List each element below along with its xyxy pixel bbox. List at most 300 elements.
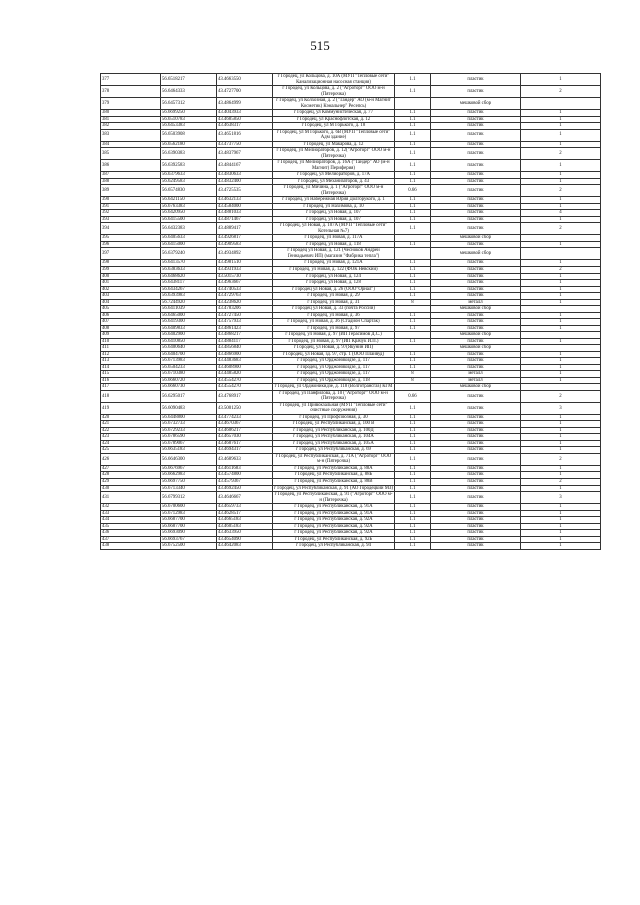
- latitude-cell: 56.6405633: [161, 235, 217, 242]
- latitude-cell: 56.6392583: [161, 160, 217, 172]
- row-number: 422: [101, 427, 161, 434]
- row-number: 417: [101, 384, 161, 391]
- material-cell: пластик: [431, 472, 521, 479]
- material-cell: пластик: [431, 110, 521, 117]
- row-number: 383: [101, 129, 161, 141]
- row-number: 390: [101, 197, 161, 204]
- address-cell: г Городец, ул Республиканская, д. 91 (АО Городецкий МЗ): [274, 485, 393, 491]
- address-cell: г Городец, ул Новая, д. 124: [273, 273, 395, 280]
- latitude-cell: 56.6438117: [161, 280, 217, 287]
- address-cell: г Городец, ул Орджоникидзе, д. 117: [273, 371, 395, 378]
- longitude-cell: 43.4727450: [217, 312, 273, 319]
- row-number: 384: [101, 141, 161, 148]
- longitude-cell: 43.4866900: [217, 351, 273, 358]
- longitude-cell: 43.4909583: [217, 241, 273, 248]
- volume-cell: 1.1: [395, 364, 431, 371]
- longitude-cell: 43.4554270: [217, 377, 273, 384]
- longitude-cell: 43.4830633: [217, 172, 273, 179]
- volume-cell: 1.1: [395, 223, 431, 235]
- row-number: 387: [101, 172, 161, 179]
- address-cell: г Городец, ул Механизаторов, д. 43: [273, 178, 395, 185]
- material-cell: пластик: [431, 148, 521, 160]
- material-cell: пластик: [431, 504, 521, 511]
- count-cell: 1: [521, 351, 601, 358]
- latitude-cell: 56.6457312: [161, 98, 217, 110]
- latitude-cell: 56.6687700: [161, 517, 217, 524]
- material-cell: пластик: [431, 536, 521, 543]
- row-number: 379: [101, 98, 161, 110]
- volume-cell: 1.1: [395, 536, 431, 543]
- latitude-cell: 56.6090483: [161, 402, 217, 414]
- count-cell: 1: [521, 299, 601, 306]
- row-number: 389: [101, 185, 161, 197]
- address-cell: г Городец, ул Республиканская, д. 91 ("Агроторг" ООО м-н (Пятерочка): [273, 492, 395, 504]
- address-cell: г Городец, ул Новая, д. 97 (ИП Крачук И.П.): [273, 338, 395, 345]
- longitude-cell: 43.5015730: [217, 273, 273, 280]
- material-cell: пластик: [431, 338, 521, 345]
- count-cell: 3: [521, 492, 601, 504]
- material-cell: мешковой сбор: [431, 98, 521, 110]
- row-number: 409: [101, 332, 161, 339]
- latitude-cell: 56.6379633: [161, 172, 217, 179]
- volume-cell: 8: [395, 371, 431, 378]
- address-cell: г Городец, ул Новая, д. 107: [273, 216, 395, 223]
- count-cell: 1: [521, 286, 601, 293]
- row-number: 386: [101, 160, 161, 172]
- latitude-cell: 56.6676967: [161, 465, 217, 472]
- count-cell: 1: [521, 203, 601, 210]
- material-cell: металл: [431, 377, 521, 384]
- latitude-cell: 56.6562180: [161, 141, 217, 148]
- longitude-cell: 43.4692450: [217, 485, 273, 492]
- volume-cell: 1.1: [395, 472, 431, 479]
- address-cell: г Городец, ул Республиканская, д. 88В: [273, 479, 395, 486]
- address-cell: г Городец, ул Новая, д. 31: [273, 299, 395, 306]
- count-cell: 1: [521, 178, 601, 185]
- latitude-cell: 56.6409833: [161, 325, 217, 332]
- latitude-cell: 56.6786590: [161, 434, 217, 441]
- material-cell: пластик: [431, 530, 521, 537]
- table-row: [101, 98, 601, 110]
- address-cell: г Городец, ул Республиканская, д. 88Б: [273, 472, 395, 479]
- longitude-cell: 43.4689633: [217, 453, 273, 465]
- volume-cell: 1.1: [395, 203, 431, 210]
- volume-cell: 0.66: [395, 390, 431, 402]
- latitude-cell: 56.6660730: [161, 384, 217, 391]
- latitude-cell: 56.6419300: [161, 319, 217, 326]
- count-cell: 4: [521, 210, 601, 217]
- latitude-cell: 56.6518217: [161, 74, 217, 86]
- material-cell: пластик: [431, 223, 521, 235]
- row-number: 404: [101, 299, 161, 306]
- material-cell: пластик: [431, 453, 521, 465]
- row-number: 438: [101, 543, 161, 550]
- count-cell: 1: [521, 358, 601, 365]
- material-cell: пластик: [431, 414, 521, 421]
- latitude-cell: 56.6404700: [161, 351, 217, 358]
- latitude-cell: 56.6295017: [161, 390, 217, 402]
- count-cell: 1: [521, 485, 601, 492]
- volume-cell: 1.1: [395, 116, 431, 123]
- material-cell: пластик: [431, 427, 521, 434]
- address-cell: г Городец, ул Мелиораторов, д. 12("Агроторг" ООО м-н (Пятерочка): [273, 148, 395, 160]
- address-cell: г Городец ул Новая, д. 33 (почта России): [273, 306, 395, 313]
- material-cell: пластик: [431, 325, 521, 332]
- table-row: [101, 185, 601, 197]
- longitude-cell: 43.4729763: [217, 293, 273, 300]
- count-cell: 1: [521, 504, 601, 511]
- material-cell: мешковой сбор: [431, 384, 521, 391]
- row-number: 428: [101, 472, 161, 479]
- volume-cell: 1.1: [395, 148, 431, 160]
- row-number: 434: [101, 517, 161, 524]
- address-cell: г Городец, ул Орджоникидзе, д. 117: [273, 358, 395, 365]
- longitude-cell: 43.4934892: [217, 248, 273, 260]
- table-row: [101, 160, 601, 172]
- address-cell: г Городец, ул Новая, зд. 97, стр. 1 (ООО Плайвуд): [273, 351, 395, 358]
- address-cell: г Городец, ул Республиканская, д. 100 В: [273, 421, 395, 428]
- count-cell: 1: [521, 312, 601, 319]
- volume-cell: 1.1: [395, 325, 431, 332]
- row-number: 437: [101, 536, 161, 543]
- row-number: 395: [101, 235, 161, 242]
- material-cell: пластик: [431, 129, 521, 141]
- row-number: 403: [101, 293, 161, 300]
- volume-cell: 1.1: [395, 172, 431, 179]
- material-cell: пластик: [431, 319, 521, 326]
- longitude-cell: 43.4633950: [217, 530, 273, 537]
- volume-cell: 0.66: [395, 185, 431, 197]
- row-number: 405: [101, 306, 161, 313]
- material-cell: пластик: [431, 266, 521, 273]
- longitude-cell: 43.4757933: [217, 319, 273, 326]
- latitude-cell: 56.6504233: [161, 364, 217, 371]
- address-cell: г Городец, ул Новая, д. 117А: [273, 235, 395, 242]
- longitude-cell: 43.4783206: [217, 306, 273, 313]
- table-row: [101, 543, 601, 550]
- latitude-cell: 56.6464333: [161, 86, 217, 98]
- volume-cell: 1.1: [395, 123, 431, 130]
- material-cell: пластик: [431, 364, 521, 371]
- count-cell: 1: [521, 543, 601, 550]
- row-number: 401: [101, 280, 161, 287]
- longitude-cell: 43.4871467: [217, 216, 273, 223]
- table-row: [101, 248, 601, 260]
- row-number: 415: [101, 371, 161, 378]
- latitude-cell: 56.6713983: [161, 358, 217, 365]
- address-cell: г Городец, ул Новая, д. 29: [273, 293, 395, 300]
- count-cell: 1: [521, 421, 601, 428]
- row-number: 402: [101, 286, 161, 293]
- material-cell: пластик: [431, 160, 521, 172]
- volume-cell: 1.1: [395, 434, 431, 441]
- volume-cell: 1.1: [395, 351, 431, 358]
- address-cell: г Городец, ул Орджоникидзе, д. 118 (Волготрансгаз) КГМ: [273, 384, 395, 391]
- address-cell: г Городец, ул Республиканская, д. 92А: [273, 517, 395, 524]
- longitude-cell: 43.4611683: [217, 465, 273, 472]
- longitude-cell: 43.4632133: [217, 197, 273, 204]
- address-cell: г Городец, ул Мичина, д. 1 ("Агроторг" ООО м-н (Пятерочка): [273, 185, 395, 197]
- material-cell: пластик: [431, 358, 521, 365]
- count-cell: 2: [521, 390, 601, 402]
- address-cell: г Городец, ул Новая, д. 118: [273, 241, 395, 248]
- material-cell: пластик: [431, 216, 521, 223]
- row-number: 407: [101, 319, 161, 326]
- volume-cell: 1.1: [395, 530, 431, 537]
- material-cell: металл: [431, 371, 521, 378]
- address-cell: г Городец, ул Кольцова, д. 2 ("Агроторг" ООО м-н (Пятерочка): [273, 86, 395, 98]
- longitude-cell: 43.4574800: [217, 472, 273, 479]
- volume-cell: 1.1: [395, 479, 431, 486]
- address-cell: г Городец, ул Новая, д. 36 (Стадион Спартак): [273, 319, 395, 326]
- volume-cell: 1.1: [395, 129, 431, 141]
- volume-cell: 1.1: [395, 280, 431, 287]
- volume-cell: 1.1: [395, 266, 431, 273]
- address-cell: г Городец, ул Республиканская, д. 105А: [273, 440, 395, 447]
- latitude-cell: 56.6646300: [161, 453, 217, 465]
- row-number: 429: [101, 479, 161, 486]
- latitude-cell: 56.6712983: [161, 510, 217, 517]
- row-number: 410: [101, 338, 161, 345]
- volume-cell: 1.1: [395, 523, 431, 530]
- material-cell: пластик: [431, 74, 521, 86]
- material-cell: пластик: [431, 197, 521, 204]
- longitude-cell: 43.4628517: [217, 510, 273, 517]
- volume-cell: 1.1: [395, 421, 431, 428]
- count-cell: 1: [521, 427, 601, 434]
- material-cell: пластик: [431, 543, 521, 550]
- address-cell: г Городец, ул Республиканская, д. 100Д: [273, 427, 395, 434]
- material-cell: пластик: [431, 402, 521, 414]
- latitude-cell: 56.6789067: [161, 440, 217, 447]
- volume-cell: 1.1: [395, 453, 431, 465]
- longitude-cell: 43.4981510: [217, 260, 273, 267]
- count-cell: 1: [521, 172, 601, 179]
- count-cell: 2: [521, 266, 601, 273]
- material-cell: пластик: [431, 351, 521, 358]
- volume-cell: 1.1: [395, 110, 431, 117]
- longitude-cell: 43.4864999: [217, 98, 273, 110]
- material-cell: пластик: [431, 141, 521, 148]
- count-cell: 1: [521, 447, 601, 454]
- longitude-cell: 43.4584000: [217, 203, 273, 210]
- row-number: 394: [101, 223, 161, 235]
- row-number: 392: [101, 210, 161, 217]
- address-cell: г Городец, ул Кольцова, д. 10А (МУП "Тепловые сети" Канализационная насосная станция): [273, 74, 395, 86]
- address-cell: г Городец, ул Республиканская, д. 104А: [273, 434, 395, 441]
- material-cell: пластик: [431, 203, 521, 210]
- count-cell: 2: [521, 185, 601, 197]
- table-row: [101, 74, 601, 86]
- address-cell: г Городец, ул Республиканская, д. 88А: [273, 465, 395, 472]
- material-cell: пластик: [431, 390, 521, 402]
- address-cell: г Городец, ул Коммунистическая, д. 77: [273, 110, 395, 117]
- material-cell: пластик: [431, 523, 521, 530]
- count-cell: 2: [521, 479, 601, 486]
- material-cell: мешковой сбор: [431, 332, 521, 339]
- row-number: 414: [101, 364, 161, 371]
- latitude-cell: 56.7244920: [161, 299, 217, 306]
- count-cell: 1: [521, 377, 601, 384]
- volume-cell: 1.1: [395, 141, 431, 148]
- latitude-cell: 56.6635183: [161, 447, 217, 454]
- count-cell: 1: [521, 273, 601, 280]
- material-cell: пластик: [431, 286, 521, 293]
- volume-cell: 1.1: [395, 517, 431, 524]
- volume-cell: 1.1: [395, 504, 431, 511]
- row-number: 406: [101, 312, 161, 319]
- count-cell: 3: [521, 402, 601, 414]
- row-number: 425: [101, 447, 161, 454]
- address-cell: г Городец ул Новая, д. 26 (ООО"Орнал"): [273, 286, 395, 293]
- row-number: 380: [101, 110, 161, 117]
- longitude-cell: 43.4844167: [217, 160, 273, 172]
- longitude-cell: 43.4856840: [217, 345, 273, 352]
- address-cell: г Городец ул Новая, д. 121 (Чесноков Андрей Геннадьевич ИП) (магазин "Фабрика тепла"): [273, 248, 395, 260]
- latitude-cell: 56.6390383: [161, 148, 217, 160]
- count-cell: 1: [521, 241, 601, 248]
- longitude-cell: 43.5001250: [217, 402, 273, 414]
- longitude-cell: 43.4926817: [217, 235, 273, 242]
- latitude-cell: 56.6402900: [161, 332, 217, 339]
- material-cell: мешковой сбор: [431, 248, 521, 260]
- volume-cell: 1.1: [395, 492, 431, 504]
- material-cell: пластик: [431, 465, 521, 472]
- address-cell: г Городец, ул Нахимова, д. 10: [273, 203, 395, 210]
- longitude-cell: 43.4485820: [217, 371, 273, 378]
- address-cell: г Городец, ул Привокзальная (МУП "Тепловые сети" очистные сооружения): [273, 402, 395, 414]
- count-cell: 1: [521, 338, 601, 345]
- latitude-cell: 56.6713340: [161, 485, 217, 492]
- latitude-cell: 56.6687700: [161, 523, 217, 530]
- address-cell: г Городец, ул Орджоникидзе, д. 118: [273, 377, 395, 384]
- address-cell: г Городец, ул Республиканская, д. 92А: [273, 523, 395, 530]
- latitude-cell: 56.6700600: [161, 504, 217, 511]
- row-number: 432: [101, 504, 161, 511]
- address-cell: г Городец, ул Панфилова, д. 10 ("Агроторг" ООО м-н (Пятерочка): [273, 390, 395, 402]
- longitude-cell: 43.4579367: [217, 479, 273, 486]
- longitude-cell: 43.4638317: [217, 123, 273, 130]
- count-cell: 1: [521, 465, 601, 472]
- material-cell: мешковой сбор: [431, 235, 521, 242]
- address-cell: г Городец, ул Республиканская, д. 94: [273, 543, 395, 550]
- latitude-cell: 56.6699250: [161, 110, 217, 117]
- count-cell: 1: [521, 536, 601, 543]
- volume-cell: 1.1: [395, 241, 431, 248]
- latitude-cell: 56.6434267: [161, 286, 217, 293]
- volume-cell: 1.1: [395, 293, 431, 300]
- material-cell: пластик: [431, 178, 521, 185]
- volume-cell: 1.1: [395, 216, 431, 223]
- address-cell: г Городец, ул Мелиораторов, д. 17А: [273, 172, 395, 179]
- volume-cell: 1.1: [395, 338, 431, 345]
- address-cell: г Городец, ул Республиканская, д. 69: [273, 447, 395, 454]
- volume-cell: 1.1: [395, 260, 431, 267]
- address-cell: г Городец, ул Профсоюзная, д. 30: [273, 414, 395, 421]
- material-cell: пластик: [431, 273, 521, 280]
- table-row: [101, 129, 601, 141]
- count-cell: 1: [521, 510, 601, 517]
- latitude-cell: 56.6660720: [161, 377, 217, 384]
- count-cell: 1: [521, 110, 601, 117]
- page-number: 515: [310, 38, 330, 53]
- count-cell: 1: [521, 260, 601, 267]
- longitude-cell: 43.4605183: [217, 523, 273, 530]
- address-cell: г Городец, ул Новая, д. 107А (МУП "Тепловые сети" Котельная №7): [273, 223, 395, 235]
- count-cell: 1: [521, 141, 601, 148]
- material-cell: пластик: [431, 434, 521, 441]
- count-cell: 1: [521, 319, 601, 326]
- table-row: [101, 402, 601, 414]
- longitude-cell: 43.4861423: [217, 325, 273, 332]
- latitude-cell: 56.6662983: [161, 472, 217, 479]
- table-row: [101, 148, 601, 160]
- volume-cell: 1.1: [395, 210, 431, 217]
- longitude-cell: 43.4642083: [217, 543, 273, 550]
- material-cell: пластик: [431, 241, 521, 248]
- volume-cell: 1.1: [395, 427, 431, 434]
- row-number: 397: [101, 248, 161, 260]
- longitude-cell: 43.4740533: [217, 286, 273, 293]
- row-number: 399: [101, 266, 161, 273]
- latitude-cell: 56.6453383: [161, 123, 217, 130]
- longitude-cell: 43.4646667: [217, 492, 273, 504]
- row-number: 385: [101, 148, 161, 160]
- longitude-cell: 43.4931933: [217, 266, 273, 273]
- longitude-cell: 43.4665183: [217, 517, 273, 524]
- row-number: 400: [101, 273, 161, 280]
- count-cell: 1: [521, 434, 601, 441]
- row-number: 398: [101, 260, 161, 267]
- count-cell: 1: [521, 440, 601, 447]
- row-number: 396: [101, 241, 161, 248]
- material-cell: пластик: [431, 293, 521, 300]
- count-cell: 1: [521, 530, 601, 537]
- table-row: [101, 492, 601, 504]
- volume-cell: 8: [395, 299, 431, 306]
- volume-cell: 1.1: [395, 447, 431, 454]
- latitude-cell: 56.6411039: [161, 306, 217, 313]
- latitude-cell: 56.6729233: [161, 427, 217, 434]
- address-cell: г Городец, ул Мелиораторов, д. 16А ("Тандер" АО (м-н Магнит) Периферия): [273, 160, 395, 172]
- row-number: 426: [101, 453, 161, 465]
- material-cell: пластик: [431, 447, 521, 454]
- address-cell: г Городец, ул Новая, д. 36: [273, 312, 395, 319]
- longitude-cell: 43.4608900: [217, 364, 273, 371]
- row-number: 412: [101, 351, 161, 358]
- longitude-cell: 43.4483683: [217, 358, 273, 365]
- latitude-cell: 56.6510783: [161, 116, 217, 123]
- row-number: 393: [101, 216, 161, 223]
- table-row: [101, 223, 601, 235]
- latitude-cell: 56.6413570: [161, 260, 217, 267]
- latitude-cell: 56.6379240: [161, 248, 217, 260]
- latitude-cell: 56.6421150: [161, 197, 217, 204]
- material-cell: пластик: [431, 260, 521, 267]
- count-cell: 1: [521, 523, 601, 530]
- count-cell: 2: [521, 453, 601, 465]
- volume-cell: 1.1: [395, 160, 431, 172]
- longitude-cell: 43.4832400: [217, 178, 273, 185]
- row-number: 435: [101, 523, 161, 530]
- count-cell: 1: [521, 216, 601, 223]
- volume-cell: 1.1: [395, 485, 431, 492]
- material-cell: пластик: [431, 86, 521, 98]
- count-cell: 2: [521, 86, 601, 98]
- material-cell: пластик: [431, 123, 521, 130]
- address-cell: г Городец, ул Краснофлотская, д. 12: [273, 116, 395, 123]
- count-cell: 1: [521, 74, 601, 86]
